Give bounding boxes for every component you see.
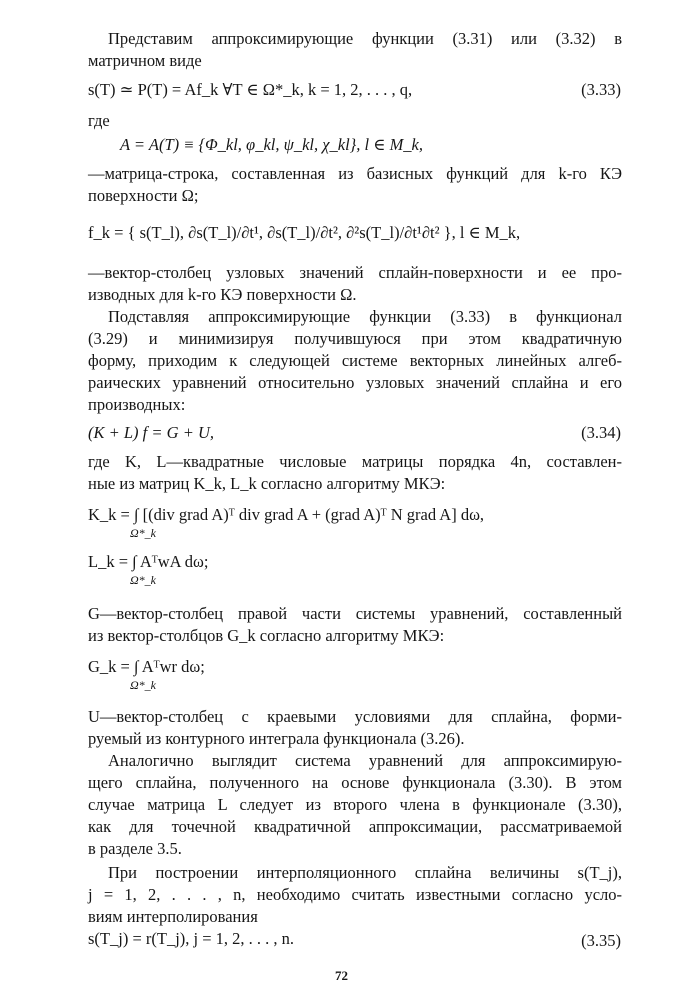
equation-number: (3.34) xyxy=(581,423,621,442)
text-line: форму, приходим к следующей системе векторных линейных алгеб- xyxy=(88,351,622,370)
text-line: Аналогично выглядит система уравнений для аппроксимирую- xyxy=(108,751,622,770)
equation-3-34: (K + L) f = G + U, xyxy=(88,423,214,442)
text-line: U—вектор-столбец с краевыми условиями для сплайна, форми- xyxy=(88,707,622,726)
equation-3-35: s(T_j) = r(T_j), j = 1, 2, . . . , n. xyxy=(88,929,295,948)
text-line: в разделе 3.5. xyxy=(88,839,182,858)
text-line: (3.29) и минимизируя получившуюся при этом квадратичную xyxy=(88,329,622,348)
text-line: При построении интерполяционного сплайна величины s(T_j), xyxy=(108,863,622,882)
text-line: руемый из контурного интеграла функционала (3.26). xyxy=(88,729,465,748)
text-line: как для точечной квадратичной аппроксимации, рассматриваемой xyxy=(88,817,622,836)
text-line: —вектор-столбец узловых значений сплайн-поверхности и ее про- xyxy=(88,263,622,282)
text-line: матричном виде xyxy=(88,51,202,70)
text-line: Представим аппроксимирующие функции (3.31) или (3.32) в xyxy=(108,29,622,48)
text-line: j = 1, 2, . . . , n, необходимо считать известными согласно усло- xyxy=(88,885,622,904)
equation-A: A = A(T) ≡ {Φ_kl, φ_kl, ψ_kl, χ_kl}, l ∈ M_k, xyxy=(120,135,424,154)
equation-K: K_k = ∫ [(div grad A)ᵀ div grad A + (grad A)ᵀ N grad A] dω, xyxy=(88,505,485,524)
text-line: из вектор-столбцов G_k согласно алгоритму МКЭ: xyxy=(88,626,445,645)
text-line: раических уравнений относительно узловых значений сплайна и его xyxy=(88,373,622,392)
page-number: 72 xyxy=(335,968,348,983)
integration-domain: Ω*_k xyxy=(130,526,157,540)
equation-number: (3.35) xyxy=(581,931,621,950)
text-line: производных: xyxy=(88,395,186,414)
text-line: поверхности Ω; xyxy=(88,186,199,205)
text-line: G—вектор-столбец правой части системы уравнений, составленный xyxy=(88,604,622,623)
integration-domain: Ω*_k xyxy=(130,678,157,692)
text-line: —матрица-строка, составленная из базисных функций для k-го КЭ xyxy=(88,164,622,183)
equation-number: (3.33) xyxy=(581,80,621,99)
integration-domain: Ω*_k xyxy=(130,573,157,587)
text-line: случае матрица L следует из второго члена в функционале (3.30), xyxy=(88,795,622,814)
text-line: где xyxy=(88,111,110,130)
text-line: виям интерполирования xyxy=(88,907,258,926)
equation-f: f_k = { s(T_l), ∂s(T_l)/∂t¹, ∂s(T_l)/∂t², ∂²s(T_l)/∂t¹∂t² }, l ∈ M_k, xyxy=(88,223,521,242)
equation-3-33: s(T) ≃ P(T) = Af_k ∀T ∈ Ω*_k, k = 1, 2, . . . , q, xyxy=(88,80,413,99)
text-line: Подставляя аппроксимирующие функции (3.33) в функционал xyxy=(108,307,622,326)
equation-G: G_k = ∫ Aᵀwr dω; xyxy=(88,657,205,676)
text-line: изводных для k-го КЭ поверхности Ω. xyxy=(88,285,357,304)
text-line: щего сплайна, полученного на основе функционала (3.30). В этом xyxy=(88,773,622,792)
equation-L: L_k = ∫ AᵀwA dω; xyxy=(88,552,209,571)
text-line: ные из матриц K_k, L_k согласно алгоритму МКЭ: xyxy=(88,474,446,493)
text-line: где K, L—квадратные числовые матрицы порядка 4n, составлен- xyxy=(88,452,622,471)
